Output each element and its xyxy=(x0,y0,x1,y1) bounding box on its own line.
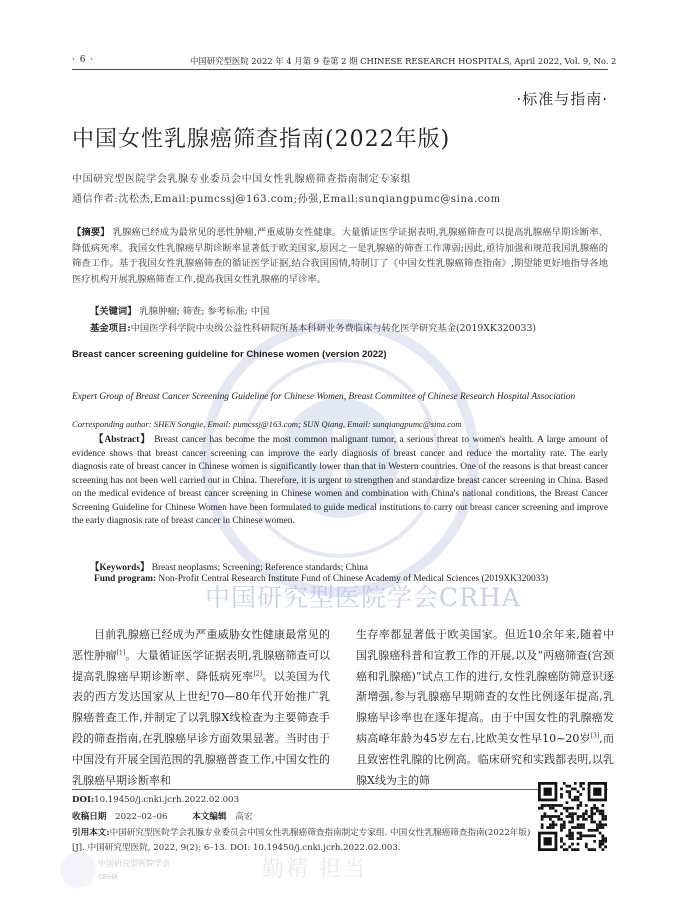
corresponding-author: 通信作者:沈松杰,Email:pumcssj@163.com;孙强,Email:sunqiangpumc@sina.com xyxy=(72,194,501,205)
english-fund xyxy=(72,573,608,587)
citation-ref-3[interactable]: [3] xyxy=(590,732,600,740)
english-keywords xyxy=(90,559,368,573)
watermark-text: 中国研究型医院学会CRHA xyxy=(205,583,521,612)
received-date: 2022–02–06 xyxy=(115,812,168,822)
keywords-cn-text: 乳腺肿瘤; 筛查; 参考标准; 中国 xyxy=(139,306,270,317)
abstract-cn xyxy=(72,225,608,287)
english-keywords-text: Breast neoplasms; Screening; Reference standards; China xyxy=(151,563,369,573)
dates-line xyxy=(72,810,253,822)
footer-logo xyxy=(60,852,96,888)
page-number: · 6 · xyxy=(72,55,95,65)
cite-text: 中国研究型医院学会乳腺专业委员会中国女性乳腺癌筛查指南制定专家组. 中国女性乳腺癌筛查指南(2022年版)[J]. 中国研究型医院, 2022, 9(2): 6–13. DOI: 10.19450/j.cnki.jcrh.2022.02.003. xyxy=(72,828,531,853)
body-column-right xyxy=(356,625,614,791)
english-fund-label: Fund program: xyxy=(94,574,157,584)
english-corresponding-author: Corresponding author: SHEN Songjie, Email: pumcssj@163.com; SUN Qiang, Email: sunqiangpumc@sina.com xyxy=(72,419,462,429)
fund-cn-text: 中国医学科学院中央级公益性科研院所基本科研业务费临床与转化医学研究基金(2019XK320033) xyxy=(130,323,536,334)
footer-org-name: 中国研究型医院学会 xyxy=(98,859,170,868)
body-left-text-3: 。以美国为代表的西方发达国家从上世纪70—80年代开始推广乳腺癌普查工作,并制定了以乳腺X线检查为主要筛查手段的筛查指南,在乳腺癌早诊方面效果显著。当时由于中国没有开展全国范围的乳腺癌普查工作,中国女性的乳腺癌早期诊断率和 xyxy=(72,669,330,787)
body-left-text-2: 。大量循证医学证据表明,乳腺癌筛查可以提高乳腺癌早期诊断率、降低病死率 xyxy=(72,648,331,683)
footer-slogan-watermark: 勤精 担当 xyxy=(262,857,367,882)
abstract-cn-text: 乳腺癌已经成为最常见的恶性肿瘤,严重威胁女性健康。大量循证医学证据表明,乳腺癌筛查可以提高乳腺癌早期诊断率、降低病死率。我国女性乳腺癌早期诊断率显著低于欧美国家,原因之一是乳腺癌的筛查工作薄弱;因此,亟待加强和规范我国乳腺癌的筛查工作。基于我国女性乳腺癌筛查的循证医学证据,结合我国国情,特制订了《中国女性乳腺癌筛查指南》,期望能更好地指导各地医疗机构开展乳腺癌筛查工作,提高我国女性乳腺癌的早诊率。 xyxy=(72,227,608,285)
editor-label: 本文编辑 xyxy=(192,812,227,822)
fund-cn-label: 基金项目: xyxy=(90,323,131,334)
doi-line xyxy=(72,795,239,805)
doi-value[interactable]: 10.19450/j.cnki.jcrh.2022.02.003 xyxy=(94,795,239,805)
doi-label: DOI: xyxy=(72,795,95,805)
footnote-rule xyxy=(72,789,608,790)
article-title: 中国女性乳腺癌筛查指南(2022年版) xyxy=(72,127,451,152)
abstract-cn-label: 【摘要】 xyxy=(72,227,110,238)
english-abstract-text: Breast cancer has become the most common malignant tumor, a serious threat to women's health. A large amount of evidence shows that breast cancer screening can improve the early diagnosis of breast cancer and reduce the mortality rate. The early diagnosis rate of breast cancer in Chinese women is significantly lower than that in Western countries. One of the reasons is that breast cancer screening has not been well carried out in China. Therefore, it is urgent to strengthen and standardize breast cancer screening in China. Based on the medical evidence of breast cancer screening in Chinese women and combination with China's national conditions, the Breast Cancer Screening Guideline for Chinese Women have been formulated to guide medical institutions to carry out breast cancer screening and improve the early diagnosis rate of breast cancer in Chinese women. xyxy=(72,435,609,526)
qr-code[interactable] xyxy=(538,782,607,851)
keywords-cn xyxy=(90,303,269,317)
header-rule xyxy=(72,69,608,70)
journal-header: 中国研究型医院 2022 年 4 月第 9 卷第 2 期 CHINESE RESEARCH HOSPITALS, April 2022, Vol. 9, No. 2 xyxy=(190,56,617,66)
editor-name: 高宏 xyxy=(235,812,253,822)
cite-label: 引用本文: xyxy=(72,828,110,838)
english-abstract-label: 【Abstract】 xyxy=(94,435,151,445)
english-abstract xyxy=(72,434,608,529)
english-author-group: Expert Group of Breast Cancer Screening Guideline for Chinese Women, Breast Committee of Chinese Research Hospital Association xyxy=(72,392,576,402)
body-column-left xyxy=(72,625,330,791)
citation-ref-1[interactable]: [1] xyxy=(116,649,126,657)
body-left-text-1: 目前乳腺癌已经成为严重威胁女性健康最常见的恶性肿瘤 xyxy=(72,628,330,662)
body-right-text-1: 生存率都显著低于欧美国家。但近10余年来,随着中国乳腺癌科普和宣教工作的开展,以及“两癌筛查(宫颈癌和乳腺癌)”试点工作的进行,女性乳腺癌防筛意识逐渐增强,参与乳腺癌早期筛查的女性比例逐年提高,乳腺癌早诊率也在逐年提高。由于中国女性的乳腺癌发病高峰年龄为45岁左右,比欧美女性早10~20岁 xyxy=(356,628,614,745)
body-right-text-2: ,而且致密性乳腺的比例高。临床研究和实践都表明,以乳腺X线为主的筛 xyxy=(356,731,614,787)
citation-block xyxy=(72,826,536,855)
keywords-cn-label: 【关键词】 xyxy=(90,306,137,317)
fund-cn xyxy=(72,321,608,337)
english-keywords-label: 【Keywords】 xyxy=(90,563,150,573)
english-fund-text: Non-Profit Central Research Institute Fund of Chinese Academy of Medical Sciences (2019XK320033) xyxy=(158,574,549,584)
received-label: 收稿日期 xyxy=(72,812,107,822)
footer-crha: CRHA xyxy=(98,874,118,881)
citation-ref-2[interactable]: [2] xyxy=(253,669,262,677)
section-label: ·标准与指南· xyxy=(516,90,608,108)
english-title: Breast cancer screening guideline for Chinese women (version 2022) xyxy=(72,349,387,360)
author-group: 中国研究型医院学会乳腺专业委员会中国女性乳腺癌筛查指南制定专家组 xyxy=(72,174,412,185)
